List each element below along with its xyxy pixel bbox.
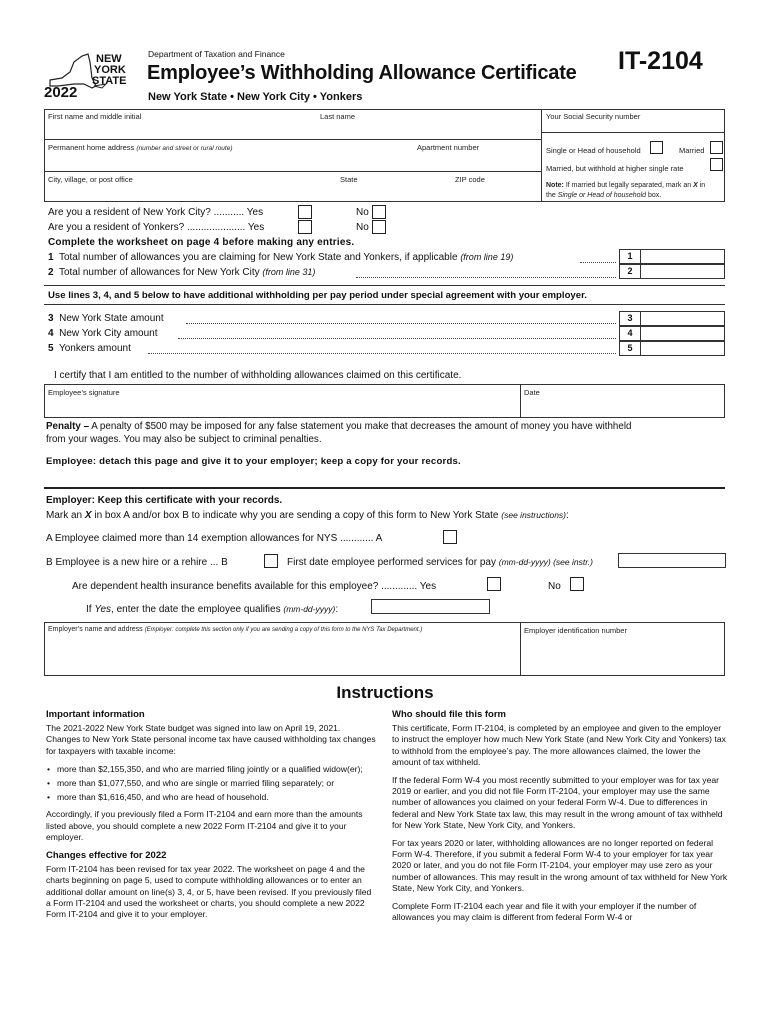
city-field[interactable] — [48, 184, 538, 199]
svg-text:NEW: NEW — [96, 53, 122, 65]
complete-each-year-text: Complete Form IT-2104 each year and file it with your employer if the number of allowances you may claim is different from federal Form W-4 or — [392, 901, 697, 923]
health-insurance-question: Are dependent health insurance benefits available for this employee? ............. Yes — [72, 581, 437, 592]
line-2-entry[interactable] — [641, 264, 725, 279]
box-b-text: B Employee is a new hire or a rehire ... B — [46, 557, 228, 568]
accordingly-text: Accordingly, if you previously filed a Form IT-2104 and earn more than the amounts listed above, you should complete a new 2022 Form IT-2104 and give it to your employer. — [46, 809, 363, 842]
penalty-line-2: from your wages. You may also be subject to criminal penalties. — [46, 434, 322, 445]
qualify-date-field[interactable] — [371, 599, 490, 614]
line-5-entry[interactable] — [641, 341, 725, 356]
name-field[interactable] — [48, 121, 538, 137]
note-text: Note: If married but legally separated, mark an X in the Single or Head of household box. — [546, 182, 706, 199]
list-item: • more than $1,616,450, and who are head of household. — [46, 792, 376, 803]
single-checkbox[interactable] — [650, 141, 663, 154]
worksheet-instruction: Complete the worksheet on page 4 before making any entries. — [48, 237, 355, 248]
yonkers-yes-checkbox[interactable] — [298, 220, 312, 234]
detach-line — [44, 487, 725, 489]
yonkers-no-label: No — [356, 222, 369, 233]
married-checkbox[interactable] — [710, 141, 723, 154]
line-3-box-number: 3 — [619, 311, 641, 326]
first-date-field[interactable] — [618, 553, 726, 568]
box-a-text: A Employee claimed more than 14 exemption allowances for NYS ............ A — [46, 533, 383, 544]
income-threshold-list — [46, 764, 376, 804]
employer-mark-instruction: Mark an X in box A and/or box B to indicate why you are sending a copy of this form to New York State (see instructions): — [46, 510, 569, 521]
box-a-checkbox[interactable] — [443, 530, 457, 544]
line-2: 2 Total number of allowances for New York City (from line 31) — [48, 267, 316, 278]
state-label: State — [340, 175, 358, 184]
w4-2020-text: For tax years 2020 or later, withholding allowances are no longer reported on federal Form W-4. Therefore, if you submit a federal Form W-4 to your employer for tax year 2020 or later, and you do not file Form IT-2104, your employer may use zero as your number of allowances. This may result in the wrong amount of tax withheld for New York State, New York City, and Yonkers. — [392, 838, 728, 893]
form-subtitle: New York State • New York City • Yonkers — [148, 91, 363, 103]
first-name-label: First name and middle initial — [48, 112, 142, 121]
nyc-yes-checkbox[interactable] — [298, 205, 312, 219]
signature-field[interactable] — [48, 397, 516, 416]
health-no-checkbox[interactable] — [570, 577, 584, 591]
penalty-line-1: Penalty – A penalty of $500 may be imposed for any false statement you make that decreases the amount of money you have withheld — [46, 421, 632, 432]
single-label: Single or Head of household — [546, 146, 641, 155]
detach-instruction: Employee: detach this page and give it to your employer; keep a copy for your records. — [46, 456, 461, 467]
form-year: 2022 — [44, 84, 78, 101]
qualify-date-label: If Yes, enter the date the employee qualifies (mm-dd-yyyy): — [86, 604, 339, 615]
health-no-label: No — [548, 581, 561, 592]
department-name: Department of Taxation and Finance — [148, 49, 285, 59]
line-1-box-number: 1 — [619, 249, 641, 264]
line-1: 1 Total number of allowances you are claiming for New York State and Yonkers, if applicable (from line 19) — [48, 252, 514, 263]
employer-name-label: Employer’s name and address (Employer: complete this section only if you are sending a copy of this form to the NYS Tax Department.) — [48, 626, 423, 633]
line-3-entry[interactable] — [641, 311, 725, 326]
employer-name-field[interactable] — [48, 636, 516, 674]
married-higher-label: Married, but withhold at higher single rate — [546, 164, 684, 173]
form-number: IT-2104 — [618, 47, 703, 75]
form-title: Employee’s Withholding Allowance Certificate — [147, 62, 577, 84]
changes-heading: Changes effective for 2022 — [46, 850, 167, 862]
who-should-file-text: This certificate, Form IT-2104, is completed by an employee and given to the employer to instruct the employer how much New York State (and New York City and Yonkers) tax to withhold from the employee’s pay. The more allowances claimed, the lower the amount of tax withheld. — [392, 723, 726, 767]
line-5: 5 Yonkers amount — [48, 343, 131, 354]
last-name-label: Last name — [320, 112, 356, 121]
svg-text:YORK: YORK — [94, 64, 126, 76]
use-lines-instruction: Use lines 3, 4, and 5 below to have additional withholding per pay period under special agreement with your employer. — [48, 290, 587, 301]
line-4-entry[interactable] — [641, 326, 725, 341]
yonkers-resident-question: Are you a resident of Yonkers? ..................... Yes — [48, 222, 265, 233]
instructions-title: Instructions — [336, 683, 434, 702]
address-hint: (number and street or rural route) — [136, 145, 233, 152]
nyc-resident-question: Are you a resident of New York City? ........... Yes — [48, 207, 264, 218]
ein-label: Employer identification number — [524, 626, 627, 635]
line-3: 3 New York State amount — [48, 313, 164, 324]
line-4: 4 New York City amount — [48, 328, 158, 339]
married-higher-checkbox[interactable] — [710, 158, 723, 171]
certify-statement: I certify that I am entitled to the number of withholding allowances claimed on this certificate. — [54, 370, 462, 381]
instructions-right-column — [392, 709, 728, 930]
nyc-no-label: No — [356, 207, 369, 218]
ein-field[interactable] — [524, 636, 722, 674]
employer-keep: Employer: Keep this certificate with your records. — [46, 495, 283, 506]
who-should-file-heading: Who should file this form — [392, 709, 506, 720]
line-1-entry[interactable] — [641, 249, 725, 264]
w4-2019-text: If the federal Form W-4 you most recently submitted to your employer was for tax year 2019 or earlier, and you did not file Form IT-2104, your employer may use the same number of allowances you claimed on your federal Form W-4. Due to differences in federal and New York State tax law, this may result in the wrong amount of tax withheld for New York State, New York City, and Yonkers. — [392, 775, 723, 830]
first-date-label: First date employee performed services for pay (mm-dd-yyyy) (see instr.) — [287, 557, 593, 568]
line-4-box-number: 4 — [619, 326, 641, 341]
instructions-left-column — [46, 709, 376, 927]
box-b-checkbox[interactable] — [264, 554, 278, 568]
svg-text:STATE: STATE — [92, 75, 127, 87]
address-field[interactable] — [48, 152, 538, 168]
ssn-label: Your Social Security number — [546, 112, 641, 121]
signature-label: Employee’s signature — [48, 388, 120, 397]
zip-label: ZIP code — [455, 175, 485, 184]
city-label: City, village, or post office — [48, 175, 133, 184]
list-item: • more than $2,155,350, and who are married filing jointly or a qualified widow(er); — [46, 764, 376, 775]
important-info-text: The 2021-2022 New York State budget was signed into law on April 19, 2021. Changes to New York State personal income tax have caused withholding tax changes for taxpayers with taxable income: — [46, 723, 376, 756]
important-info-heading: Important information — [46, 709, 145, 720]
ssn-field[interactable] — [546, 121, 722, 131]
nyc-no-checkbox[interactable] — [372, 205, 386, 219]
yonkers-no-checkbox[interactable] — [372, 220, 386, 234]
date-label: Date — [524, 388, 540, 397]
address-label: Permanent home address — [48, 143, 135, 152]
list-item: • more than $1,077,550, and who are single or married filing separately; or — [46, 778, 376, 789]
date-field[interactable] — [524, 397, 722, 416]
health-yes-checkbox[interactable] — [487, 577, 501, 591]
married-label: Married — [679, 146, 705, 155]
line-2-box-number: 2 — [619, 264, 641, 279]
changes-text: Form IT-2104 has been revised for tax year 2022. The worksheet on page 4 and the charts beginning on page 5, used to compute withholding allowances or to enter an additional dollar amount on line(s) 3, 4, or 5, have been revised. If you previously filed a Form IT-2104 and used the worksheet or charts, you should complete a new 2022 Form IT-2104 and give it to your employer. — [46, 864, 372, 920]
line-5-box-number: 5 — [619, 341, 641, 356]
apartment-label: Apartment number — [417, 143, 480, 152]
